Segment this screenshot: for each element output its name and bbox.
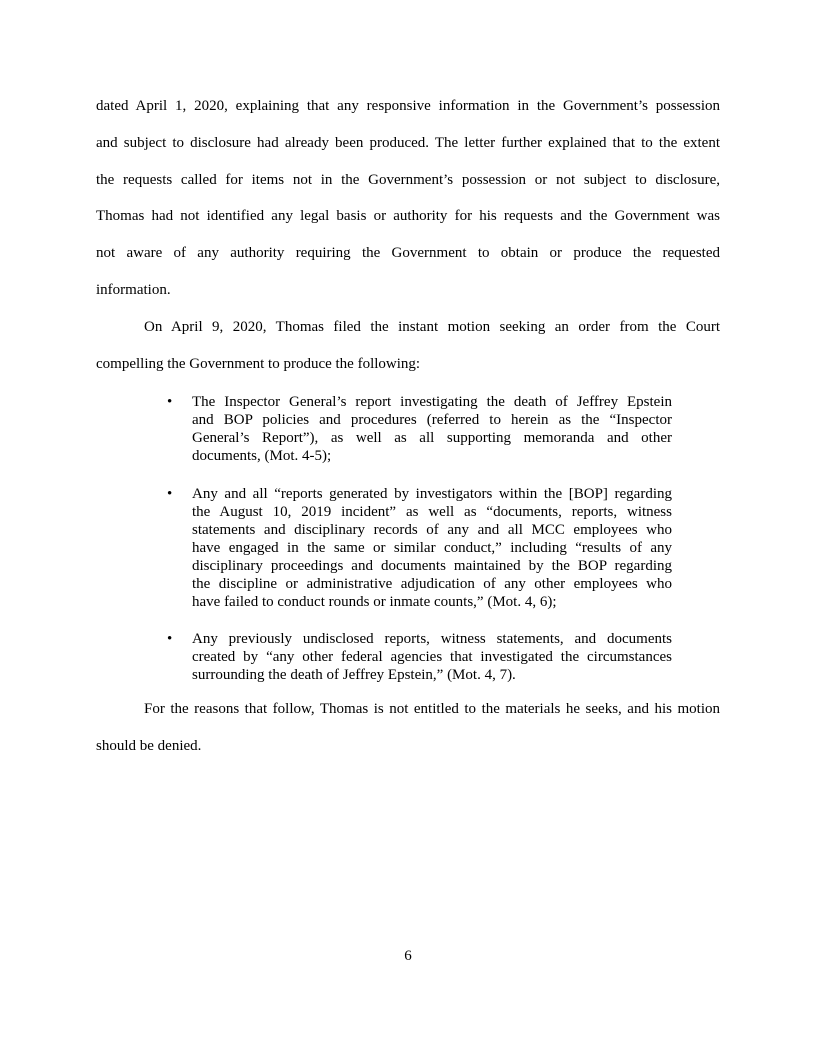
bullet-marker: • [167, 631, 173, 647]
bullet-line: have engaged in the same or similar conduct,” including “results of any [192, 540, 672, 556]
bullet-line: surrounding the death of Jeffrey Epstein,” (Mot. 4, 7). [192, 667, 516, 683]
paragraph-line: information. [96, 282, 171, 298]
bullet-line: statements and disciplinary records of any and all MCC employees who [192, 522, 672, 538]
bullet-line: The Inspector General’s report investigating the death of Jeffrey Epstein [192, 394, 672, 410]
bullet-line: have failed to conduct rounds or inmate counts,” (Mot. 4, 6); [192, 594, 557, 610]
bullet-marker: • [167, 394, 173, 410]
paragraph-line: compelling the Government to produce the following: [96, 356, 421, 372]
bullet-line: the August 10, 2019 incident” as well as “documents, reports, witness [192, 504, 672, 520]
paragraph-line: On April 9, 2020, Thomas filed the instant motion seeking an order from the Court [144, 319, 720, 335]
paragraph-line: not aware of any authority requiring the Government to obtain or produce the requested [96, 245, 720, 261]
bullet-line: disciplinary proceedings and documents maintained by the BOP regarding [192, 558, 672, 574]
paragraph-line: and subject to disclosure had already been produced. The letter further explained that to the extent [96, 135, 720, 151]
paragraph-line: the requests called for items not in the Government’s possession or not subject to disclosure, [96, 172, 720, 188]
bullet-line: the discipline or administrative adjudication of any other employees who [192, 576, 672, 592]
paragraph-line: should be denied. [96, 738, 202, 754]
bullet-line: documents, (Mot. 4-5); [192, 448, 332, 464]
bullet-marker: • [167, 486, 173, 502]
paragraph-line: dated April 1, 2020, explaining that any responsive information in the Government’s possession [96, 98, 720, 114]
paragraph-line: Thomas had not identified any legal basis or authority for his requests and the Government was [96, 208, 720, 224]
bullet-line: General’s Report”), as well as all supporting memoranda and other [192, 430, 672, 446]
paragraph-line: For the reasons that follow, Thomas is not entitled to the materials he seeks, and his motion [144, 701, 720, 717]
bullet-line: and BOP policies and procedures (referred to herein as the “Inspector [192, 412, 672, 428]
bullet-line: Any and all “reports generated by investigators within the [BOP] regarding [192, 486, 672, 502]
page-number: 6 [404, 948, 412, 964]
bullet-line: Any previously undisclosed reports, witness statements, and documents [192, 631, 672, 647]
bullet-line: created by “any other federal agencies that investigated the circumstances [192, 649, 672, 665]
